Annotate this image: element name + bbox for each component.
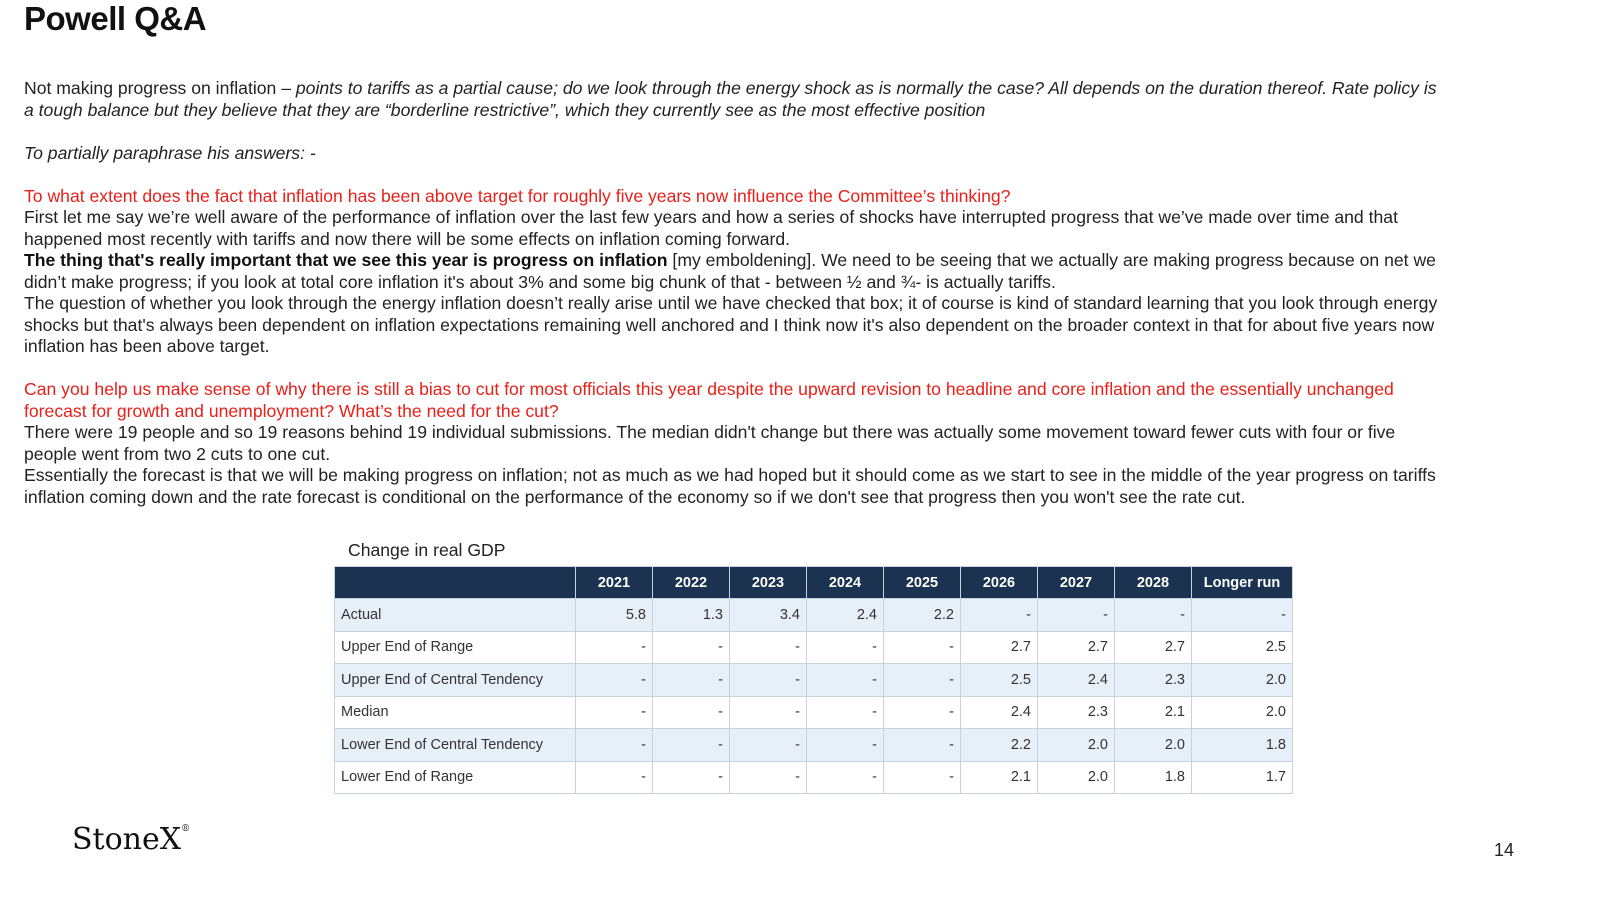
table-cell: - (807, 729, 884, 762)
table-cell: - (576, 696, 653, 729)
column-header: 2024 (807, 567, 884, 599)
table-cell: - (807, 696, 884, 729)
table-cell: - (576, 729, 653, 762)
table-cell: - (730, 761, 807, 794)
table-cell: - (653, 696, 730, 729)
column-header: 2026 (961, 567, 1038, 599)
table-cell: - (653, 729, 730, 762)
table-cell: 2.7 (1038, 631, 1115, 664)
table-cell: - (884, 664, 961, 697)
table-cell: 2.2 (884, 599, 961, 632)
column-header: 2028 (1115, 567, 1192, 599)
row-label: Lower End of Range (335, 761, 576, 794)
table-cell: 2.5 (961, 664, 1038, 697)
column-header: 2022 (653, 567, 730, 599)
table-cell: 2.4 (1038, 664, 1115, 697)
table-row (335, 664, 1293, 697)
registered-mark: ® (181, 824, 191, 834)
table-cell: 2.1 (961, 761, 1038, 794)
table-cell: 2.0 (1115, 729, 1192, 762)
question-1: To what extent does the fact that inflation has been above target for roughly five years now influence the Committee’s thinking? (24, 185, 1011, 206)
table-cell: 2.0 (1038, 761, 1115, 794)
table-row (335, 696, 1293, 729)
paraphrase-note: To partially paraphrase his answers: - (24, 142, 316, 163)
table-cell: 2.2 (961, 729, 1038, 762)
column-header: 2023 (730, 567, 807, 599)
row-label: Lower End of Central Tendency (335, 729, 576, 762)
page-title: Powell Q&A (24, 0, 207, 37)
table-row (335, 631, 1293, 664)
column-header: 2025 (884, 567, 961, 599)
table-cell: 5.8 (576, 599, 653, 632)
table-cell: 2.0 (1192, 664, 1293, 697)
answer-2-part-2: Essentially the forecast is that we will be making progress on inflation; not as much as we had hoped but it should come as we start to see in the middle of the year progress on tariffs inflation coming down and the rate forecast is conditional on the performance of the economy so if we don't see that progress then you won't see the rate cut. (24, 465, 1436, 507)
table-cell: 2.3 (1038, 696, 1115, 729)
table-cell: - (884, 761, 961, 794)
table-cell: - (576, 631, 653, 664)
table-cell: 2.1 (1115, 696, 1192, 729)
table-cell: - (576, 761, 653, 794)
table-cell: 1.3 (653, 599, 730, 632)
table-cell: 2.5 (1192, 631, 1293, 664)
answer-2-part-1: There were 19 people and so 19 reasons behind 19 individual submissions. The median didn't change but there was actually some movement toward fewer cuts with four or five people went from two 2 cuts to one cut. (24, 422, 1396, 464)
table-cell: 2.4 (961, 696, 1038, 729)
table-row (335, 729, 1293, 762)
table-caption: Change in real GDP (348, 540, 506, 560)
row-label: Upper End of Central Tendency (335, 664, 576, 697)
table-cell: 1.8 (1192, 729, 1293, 762)
table-cell: - (653, 761, 730, 794)
table-cell: - (1192, 599, 1293, 632)
table-cell: 2.3 (1115, 664, 1192, 697)
stonex-logo: StoneX® (72, 822, 191, 857)
column-header: Longer run (1192, 567, 1293, 599)
table-cell: - (807, 761, 884, 794)
column-header: 2027 (1038, 567, 1115, 599)
answer-1-part-2: The thing that's really important that we see this year is progress on inflation [my emboldening]. We need to be seeing that we actually are making progress because on net we didn’t make progress; if you look at total core inflation it's about 3% and some big chunk of that - between ½ and ¾- is actually tariffs. (24, 250, 1436, 292)
column-header: 2021 (576, 567, 653, 599)
table-cell: 2.0 (1038, 729, 1115, 762)
table-cell: - (653, 664, 730, 697)
table-cell: 2.7 (1115, 631, 1192, 664)
page-number: 14 (1494, 840, 1515, 860)
gdp-projection-table (334, 566, 1293, 794)
table-cell: - (730, 729, 807, 762)
table-cell: - (730, 664, 807, 697)
answer-1-part-3: The question of whether you look through the energy inflation doesn’t really arise until we have checked that box; it of course is kind of standard learning that you look through energy shocks but that's always been dependent on inflation expectations remaining well anchored and I think now it's also dependent on the broader context in that for about five years now inflation has been above target. (24, 293, 1438, 356)
table-cell: - (807, 664, 884, 697)
table-cell: - (807, 631, 884, 664)
table-cell: - (653, 631, 730, 664)
row-label: Actual (335, 599, 576, 632)
table-cell: - (1115, 599, 1192, 632)
question-2: Can you help us make sense of why there is still a bias to cut for most officials this year despite the upward revision to headline and core inflation and the essentially unchanged forecast for growth and unemployment? What’s the need for the cut? (24, 379, 1394, 421)
table-header-row (335, 567, 1293, 599)
table-cell: 2.4 (807, 599, 884, 632)
table-cell: - (576, 664, 653, 697)
table-cell: 1.7 (1192, 761, 1293, 794)
table-row (335, 761, 1293, 794)
table-cell: - (884, 729, 961, 762)
table-cell: - (730, 631, 807, 664)
table-cell: 2.0 (1192, 696, 1293, 729)
answer-1-part-1: First let me say we’re well aware of the performance of inflation over the last few years and how a series of shocks have interrupted progress that we’ve made over time and that happened most recently with tariffs and now there will be some effects on inflation coming forward. (24, 207, 1398, 249)
row-label: Upper End of Range (335, 631, 576, 664)
table-cell: - (1038, 599, 1115, 632)
table-cell: 3.4 (730, 599, 807, 632)
table-cell: 1.8 (1115, 761, 1192, 794)
intro-paragraph: Not making progress on inflation – points to tariffs as a partial cause; do we look through the energy shock as is normally the case? All depends on the duration thereof. Rate policy is a tough balance but they believe that they are “borderline restrictive”, which they currently see as the most effective position (24, 78, 1437, 120)
body-text (24, 78, 1444, 508)
table-cell: - (730, 696, 807, 729)
table-row (335, 599, 1293, 632)
table-cell: - (961, 599, 1038, 632)
table-cell: - (884, 696, 961, 729)
header-blank-cell (335, 567, 576, 599)
table-cell: - (884, 631, 961, 664)
emphasized-quote: The thing that's really important that we see this year is progress on inflation (24, 250, 668, 270)
row-label: Median (335, 696, 576, 729)
table-cell: 2.7 (961, 631, 1038, 664)
